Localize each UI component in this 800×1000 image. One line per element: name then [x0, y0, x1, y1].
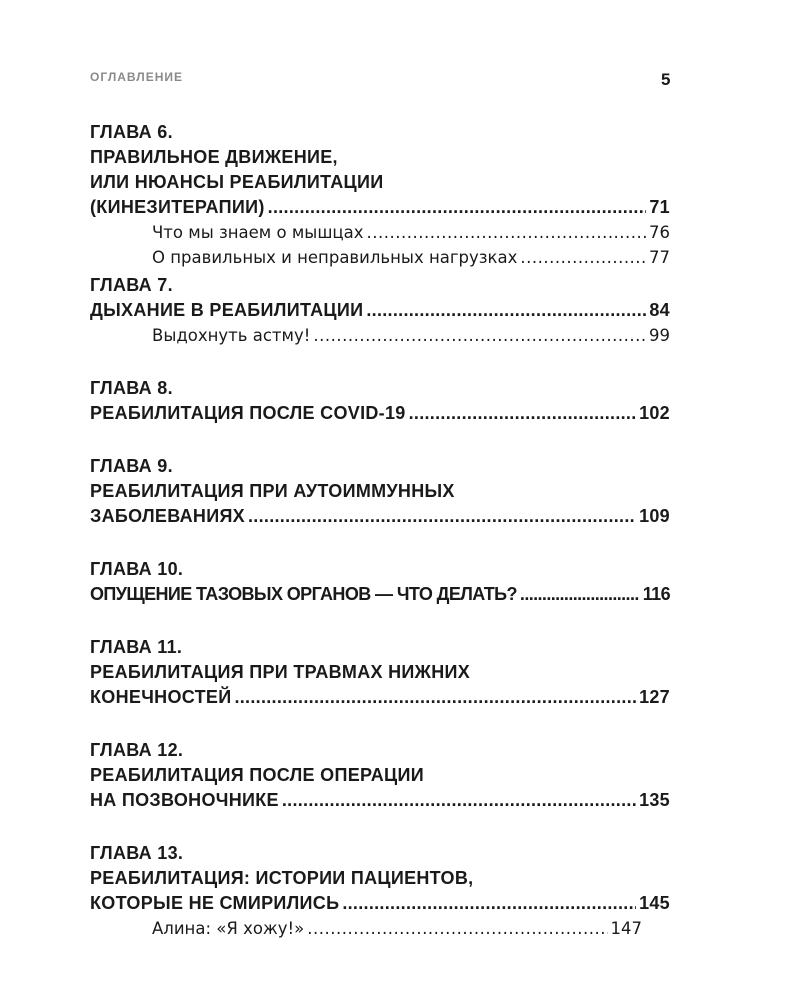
chapter-label: ГЛАВА 6. — [90, 122, 173, 142]
table-of-contents — [90, 120, 670, 941]
chapter-label: ГЛАВА 11. — [90, 637, 183, 657]
chapter-label: ГЛАВА 12. — [90, 740, 184, 760]
toc-chapter-13 — [90, 841, 670, 941]
chapter-page-number: 127 — [639, 687, 670, 707]
dot-leader — [520, 245, 646, 270]
dot-leader — [342, 891, 636, 916]
dot-leader — [313, 323, 646, 348]
toc-entry[interactable] — [90, 788, 670, 813]
section-title: Выдохнуть астму! — [152, 326, 311, 345]
section-page-number: 76 — [649, 223, 670, 242]
toc-chapter-10 — [90, 557, 670, 607]
chapter-title-line: ПРАВИЛЬНОЕ ДВИЖЕНИЕ, — [90, 147, 338, 167]
toc-chapter-12 — [90, 738, 670, 813]
chapter-title-line: ИЛИ НЮАНСЫ РЕАБИЛИТАЦИИ — [90, 172, 384, 192]
chapter-title-last-line: НА ПОЗВОНОЧНИКЕ — [90, 790, 279, 810]
chapter-page-number: 145 — [639, 893, 670, 913]
section-page-number: 99 — [649, 326, 670, 345]
section-page-number: 147 — [610, 919, 642, 938]
page-number: 5 — [661, 70, 671, 89]
chapter-title-last-line: КОТОРЫЕ НЕ СМИРИЛИСЬ — [90, 893, 340, 913]
toc-entry[interactable] — [90, 298, 670, 323]
chapter-title-last-line: (КИНЕЗИТЕРАПИИ) — [90, 197, 265, 217]
chapter-title-last-line: РЕАБИЛИТАЦИЯ ПОСЛЕ COVID-19 — [90, 403, 406, 423]
dot-leader — [248, 504, 636, 529]
section-page-number: 77 — [649, 248, 670, 267]
section-title: О правильных и неправильных нагрузках — [152, 248, 518, 267]
chapter-label: ГЛАВА 10. — [90, 559, 184, 579]
chapter-title-last-line: КОНЕЧНОСТЕЙ — [90, 687, 232, 707]
chapter-title-last-line: ЗАБОЛЕВАНИЯХ — [90, 506, 245, 526]
chapter-label: ГЛАВА 8. — [90, 378, 173, 398]
toc-section-entry[interactable] — [90, 220, 670, 245]
chapter-page-number: 109 — [639, 506, 670, 526]
section-title: Алина: «Я хожу!» — [152, 919, 305, 938]
chapter-title-last-line: ДЫХАНИЕ В РЕАБИЛИТАЦИИ — [90, 300, 364, 320]
toc-chapter-11 — [90, 635, 670, 710]
dot-leader — [268, 195, 647, 220]
toc-section-entry[interactable] — [90, 916, 670, 941]
chapter-page-number: 71 — [649, 197, 670, 217]
chapter-page-number: 84 — [649, 300, 670, 320]
chapter-label: ГЛАВА 7. — [90, 275, 173, 295]
chapter-label: ГЛАВА 9. — [90, 456, 173, 476]
toc-entry[interactable] — [90, 891, 670, 916]
dot-leader — [367, 220, 646, 245]
toc-entry[interactable] — [90, 685, 670, 710]
toc-entry[interactable] — [90, 582, 670, 607]
chapter-title-line: РЕАБИЛИТАЦИЯ ПРИ ТРАВМАХ НИЖНИХ — [90, 662, 471, 682]
dot-leader — [234, 685, 636, 710]
chapter-label: ГЛАВА 13. — [90, 843, 184, 863]
toc-entry[interactable] — [90, 504, 670, 529]
section-title: Что мы знаем о мышцах — [152, 223, 364, 242]
chapter-title-line: РЕАБИЛИТАЦИЯ ПРИ АУТОИММУННЫХ — [90, 481, 455, 501]
toc-section-entry[interactable] — [90, 245, 670, 270]
toc-entry[interactable] — [90, 195, 670, 220]
toc-chapter-6 — [90, 120, 670, 270]
chapter-page-number: 135 — [639, 790, 670, 810]
chapter-page-number: 102 — [639, 403, 670, 423]
running-title: ОГЛАВЛЕНИЕ — [90, 70, 184, 84]
chapter-title-last-line: ОПУЩЕНИЕ ТАЗОВЫХ ОРГАНОВ — ЧТО ДЕЛАТЬ? — [90, 584, 517, 604]
chapter-title-line: РЕАБИЛИТАЦИЯ ПОСЛЕ ОПЕРАЦИИ — [90, 765, 424, 785]
toc-chapter-7 — [90, 273, 670, 348]
dot-leader — [409, 401, 636, 426]
chapter-page-number: 116 — [642, 584, 670, 604]
dot-leader — [282, 788, 636, 813]
dot-leader — [366, 298, 646, 323]
dot-leader — [520, 582, 640, 607]
toc-entry[interactable] — [90, 401, 670, 426]
chapter-title-line: РЕАБИЛИТАЦИЯ: ИСТОРИИ ПАЦИЕНТОВ, — [90, 868, 474, 888]
toc-chapter-8 — [90, 376, 670, 426]
toc-chapter-9 — [90, 454, 670, 529]
toc-section-entry[interactable] — [90, 323, 670, 348]
dot-leader — [307, 916, 607, 941]
